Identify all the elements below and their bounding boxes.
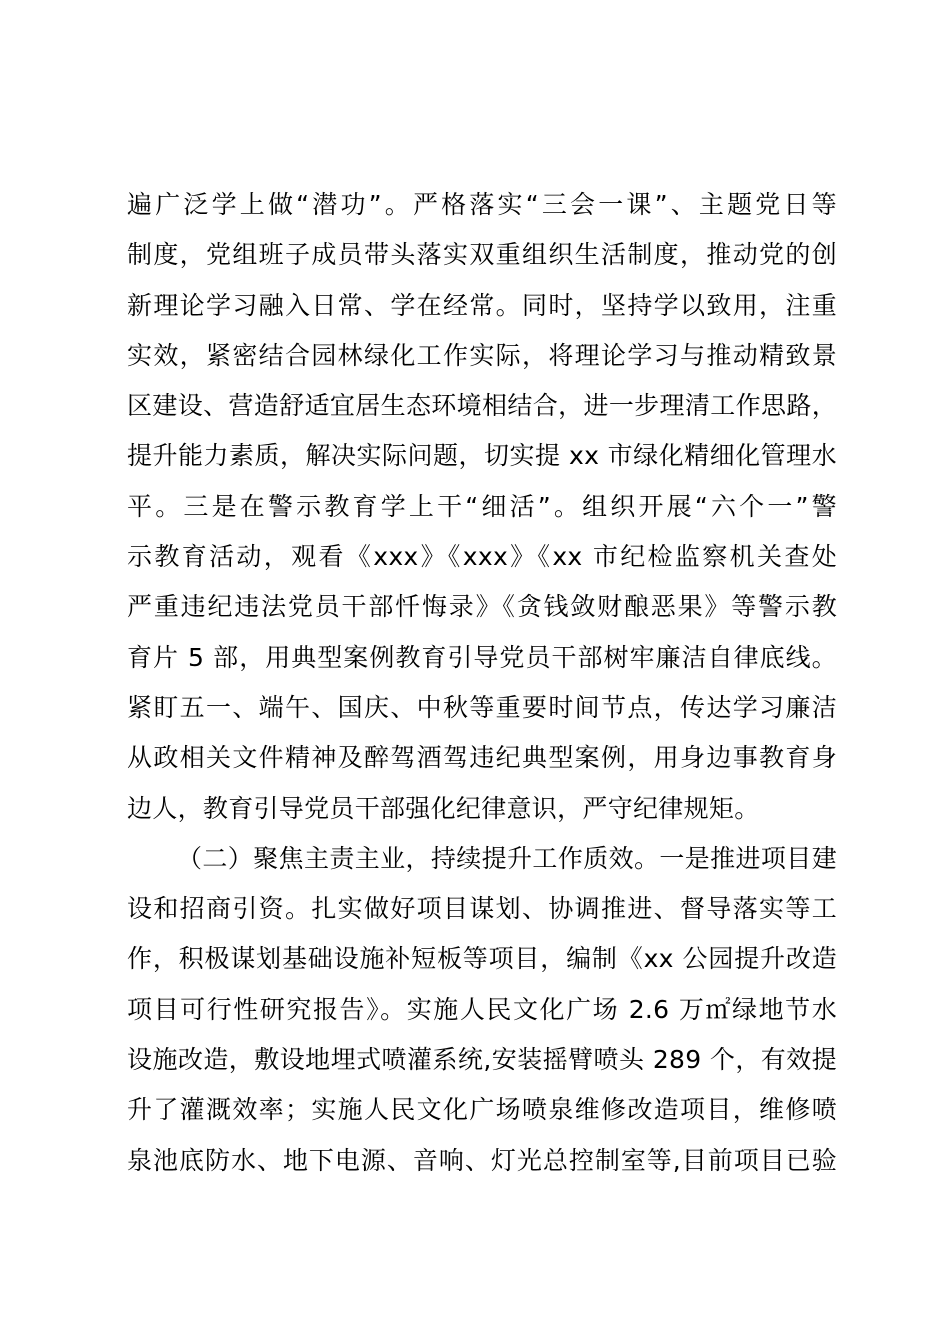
text-line: 提升能力素质，解决实际问题，切实提 xx 市绿化精细化管理水	[127, 441, 837, 471]
text-line: 平。三是在警示教育学上干“细活”。组织开展“六个一”警	[127, 491, 837, 521]
text-line: 泉池底防水、地下电源、音响、灯光总控制室等,目前项目已验	[127, 1145, 837, 1175]
text-line: 新理论学习融入日常、学在经常。同时，坚持学以致用，注重	[127, 290, 837, 320]
text-line: 育片 5 部，用典型案例教育引导党员干部树牢廉洁自律底线。	[127, 642, 837, 672]
text-line: 实效，紧密结合园林绿化工作实际，将理论学习与推动精致景	[127, 340, 837, 370]
text-line: 作，积极谋划基础设施补短板等项目，编制《xx 公园提升改造	[127, 944, 837, 974]
text-line: 边人，教育引导党员干部强化纪律意识，严守纪律规矩。	[127, 793, 760, 823]
text-line: 制度，党组班子成员带头落实双重组织生活制度，推动党的创	[127, 240, 837, 270]
text-line: 升了灌溉效率；实施人民文化广场喷泉维修改造项目，维修喷	[127, 1095, 837, 1125]
section-heading-line: （二）聚焦主责主业，持续提升工作质效。一是推进项目建	[177, 843, 837, 873]
text-line: 紧盯五一、端午、国庆、中秋等重要时间节点，传达学习廉洁	[127, 692, 837, 722]
body-text	[127, 180, 837, 1186]
text-line: 示教育活动，观看《xxx》《xxx》《xx 市纪检监察机关查处	[127, 542, 837, 572]
text-line: 设和招商引资。扎实做好项目谋划、协调推进、督导落实等工	[127, 894, 837, 924]
text-line: 严重违纪违法党员干部忏悔录》《贪钱敛财酿恶果》等警示教	[127, 592, 837, 622]
text-line: 遍广泛学上做“潜功”。严格落实“三会一课”、主题党日等	[127, 190, 837, 219]
text-line: 项目可行性研究报告》。实施人民文化广场 2.6 万㎡绿地节水	[127, 994, 837, 1024]
text-line: 设施改造，敷设地埋式喷灌系统,安装摇臂喷头 289 个，有效提	[127, 1045, 837, 1075]
text-line: 区建设、营造舒适宜居生态环境相结合，进一步理清工作思路，	[127, 391, 837, 421]
text-line: 从政相关文件精神及醉驾酒驾违纪典型案例，用身边事教育身	[127, 743, 837, 773]
